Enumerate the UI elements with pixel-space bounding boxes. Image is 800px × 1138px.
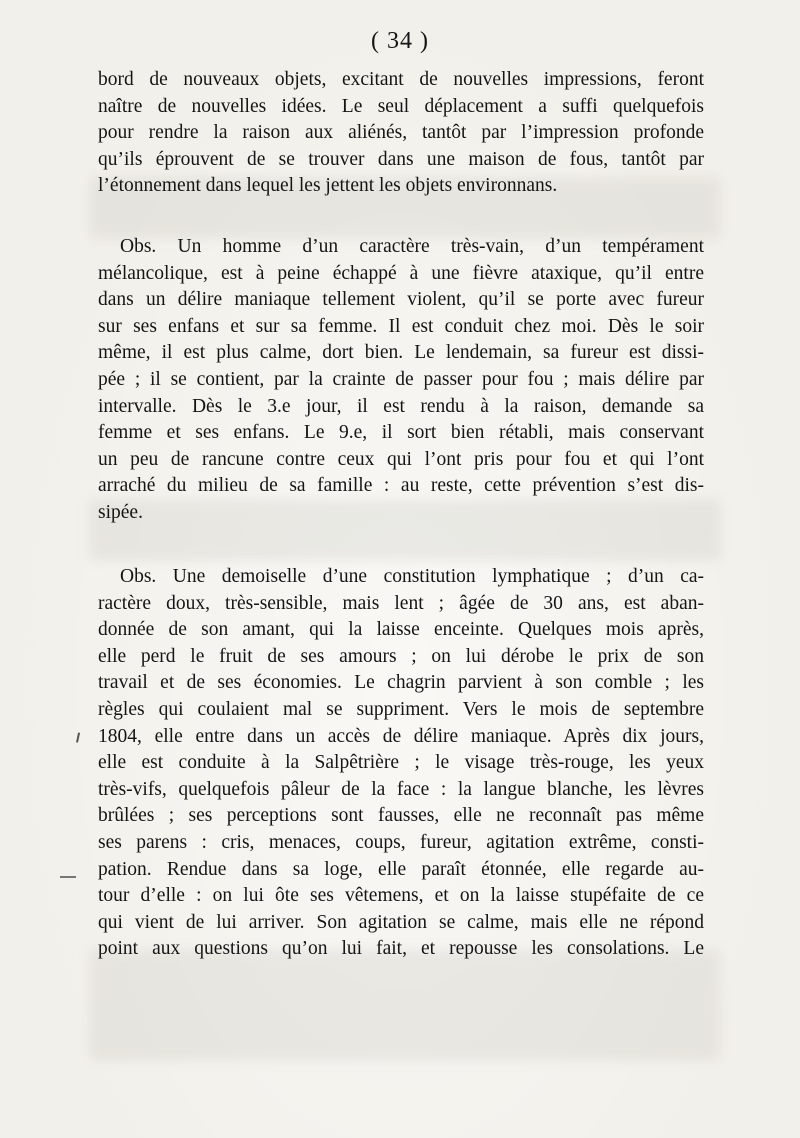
paragraph-observation-1 (98, 234, 704, 527)
text-line: même, il est plus calme, dort bien. Le lendemain, sa fureur est dissi- (98, 342, 704, 364)
text-line: elle est conduite à la Salpêtrière ; le visage très-rouge, les yeux (98, 752, 704, 774)
page-number: ( 34 ) (371, 28, 429, 54)
text-line: arraché du milieu de sa famille : au reste, cette prévention s’est dis- (98, 475, 704, 497)
text-line: pation. Rendue dans sa loge, elle paraît étonnée, elle regarde au- (98, 858, 704, 880)
show-through-shadow (90, 950, 720, 1060)
text-line: Obs. Un homme d’un caractère très-vain, d’un tempérament (120, 236, 704, 257)
text-line: femme et ses enfans. Le 9.e, il sort bien rétabli, mais conservant (98, 422, 704, 444)
text-line: pée ; il se contient, par la crainte de passer pour fou ; mais délire par (98, 368, 704, 390)
text-line: un peu de rancune contre ceux qui l’ont pris pour fou et qui l’ont (98, 448, 704, 470)
text-line: Obs. Une demoiselle d’une constitution lymphatique ; d’un ca- (120, 566, 704, 587)
paragraph-continuation (98, 67, 704, 200)
text-line: sur ses enfans et sur sa femme. Il est conduit chez moi. Dès le soir (98, 315, 704, 337)
text-line: 1804, elle entre dans un accès de délire maniaque. Après dix jours, (98, 725, 704, 747)
text-line: qu’ils éprouvent de se trouver dans une maison de fous, tantôt par (98, 148, 704, 170)
text-line: naître de nouvelles idées. Le seul déplacement a suffi quelquefois (98, 95, 704, 117)
text-line: dans un délire maniaque tellement violent, qu’il se porte avec fureur (98, 289, 704, 311)
text-line: règles qui coulaient mal se suppriment. Vers le mois de septembre (98, 698, 704, 720)
text-line: ses parens : cris, menaces, coups, fureur, agitation extrême, consti- (98, 831, 704, 853)
text-line: elle perd le fruit de ses amours ; on lui dérobe le prix de son (98, 645, 704, 667)
text-line: tour d’elle : on lui ôte ses vêtemens, et on la laisse stupéfaite de ce (98, 885, 704, 907)
text-line: donnée de son amant, qui la laisse enceinte. Quelques mois après, (98, 619, 704, 641)
text-line: brûlées ; ses perceptions sont fausses, elle ne reconnaît pas même (98, 805, 704, 827)
text-line: ractère doux, très-sensible, mais lent ; âgée de 30 ans, est aban- (98, 592, 704, 614)
margin-mark (76, 732, 84, 743)
text-line: point aux questions qu’on lui fait, et repousse les consolations. Le (98, 938, 704, 960)
text-line: pour rendre la raison aux aliénés, tantôt par l’impression profonde (98, 122, 704, 144)
paragraph-observation-2 (98, 564, 704, 963)
text-line: l’étonnement dans lequel les jettent les objets environnans. (98, 175, 558, 197)
text-line: sipée. (98, 501, 143, 523)
text-line: intervalle. Dès le 3.e jour, il est rendu à la raison, demande sa (98, 395, 704, 417)
text-line: travail et de ses économies. Le chagrin parvient à son comble ; les (98, 672, 704, 694)
text-line: très-vifs, quelquefois pâleur de la face : la langue blanche, les lèvres (98, 778, 704, 800)
text-line: mélancolique, est à peine échappé à une fièvre ataxique, qu’il entre (98, 262, 704, 284)
margin-mark (60, 876, 76, 878)
text-line: qui vient de lui arriver. Son agitation se calme, mais elle ne répond (98, 911, 704, 933)
text-line: bord de nouveaux objets, excitant de nouvelles impressions, feront (98, 69, 704, 90)
